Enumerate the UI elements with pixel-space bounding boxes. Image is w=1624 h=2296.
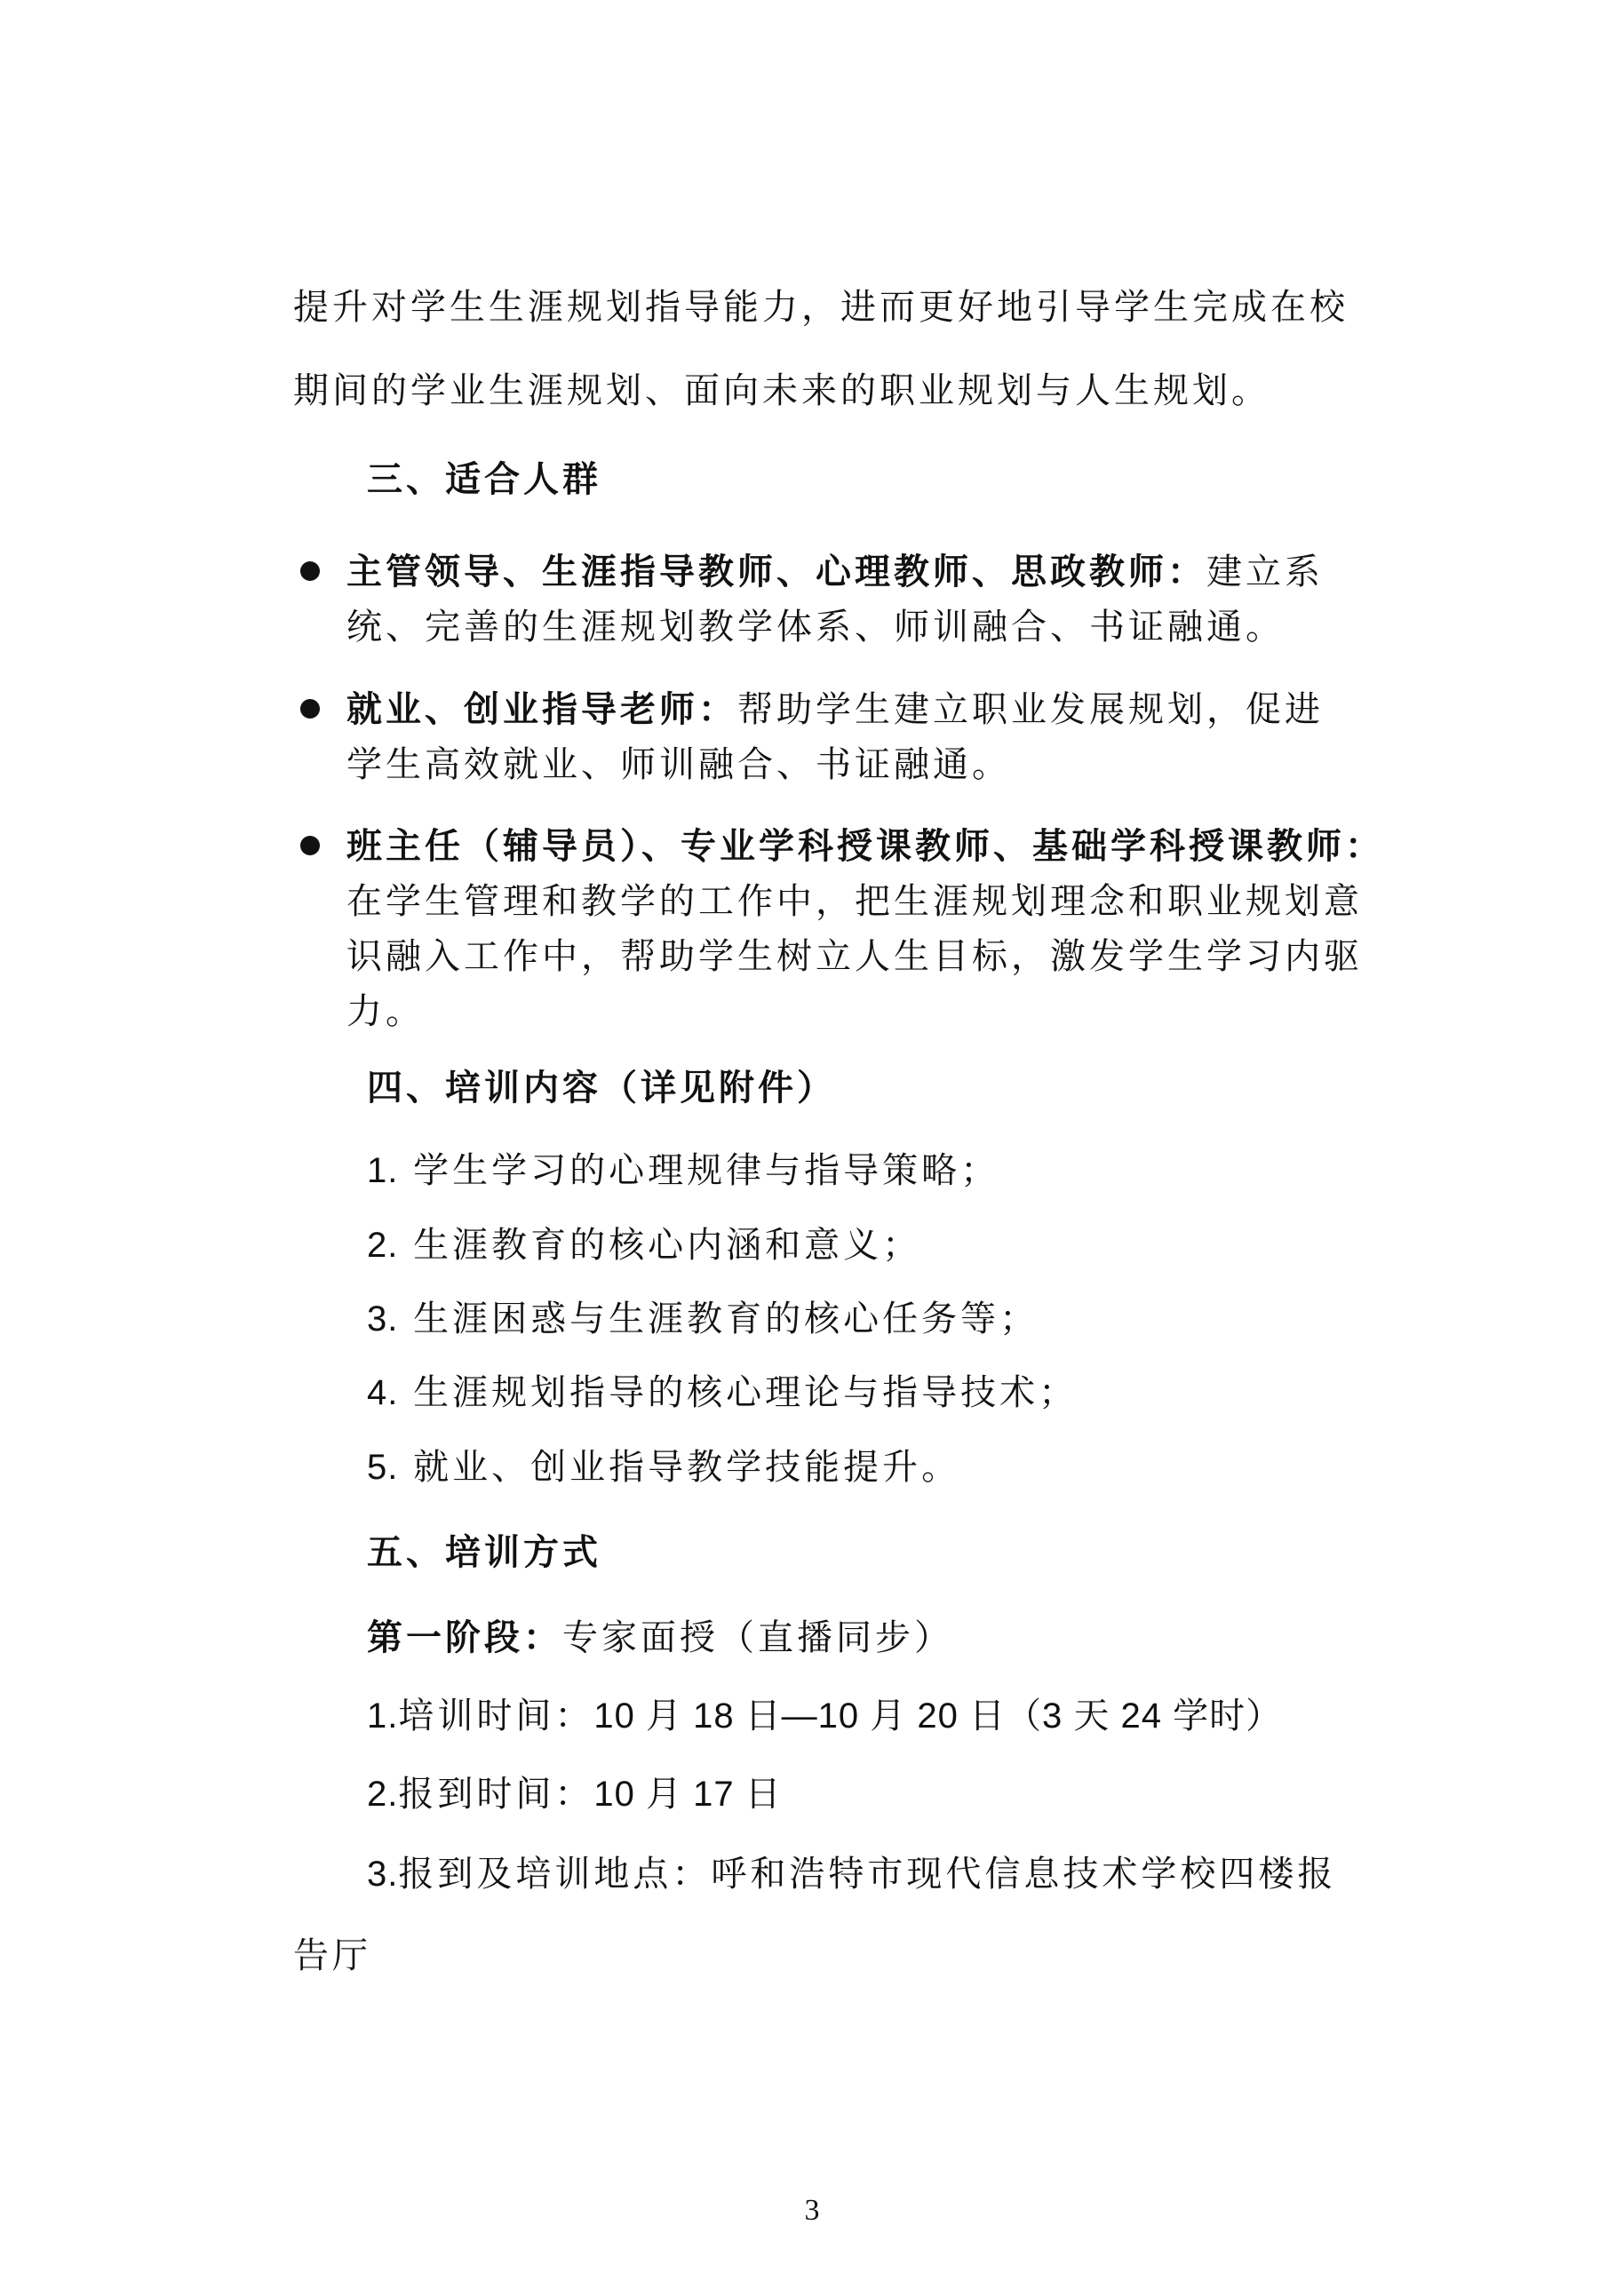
detail-3-number: 3. (367, 1855, 399, 1894)
bullet-3-text-line-2: 在学生管理和教学的工作中，把生涯规划理念和职业规划意 (346, 881, 1363, 922)
detail-1-label: 培训时间： (398, 1696, 594, 1736)
stage-1-text: 专家面授（直播同步） (562, 1617, 953, 1658)
detail-2-number: 2. (367, 1775, 399, 1814)
detail-1-value: 10 月 18 日—10 月 20 日（3 天 24 学时） (593, 1696, 1283, 1736)
content-item-2-text: 生涯教育的核心内涵和意义； (413, 1225, 922, 1266)
intro-line-2: 期间的学业生涯规划、面向未来的职业规划与人生规划。 (293, 370, 1270, 411)
detail-3-label: 报到及培训地点： (398, 1854, 712, 1895)
bullet-dot-icon (300, 836, 320, 855)
content-item-1-number: 1. (367, 1151, 399, 1190)
content-item-2 (367, 1219, 921, 1272)
bullet-3-title: 班主任（辅导员）、专业学科授课教师、基础学科授课教师： (346, 825, 1384, 867)
detail-2-label: 报到时间： (398, 1774, 594, 1815)
detail-2-value: 10 月 17 日 (593, 1775, 782, 1814)
bullet-3-text-line-3: 识融入工作中，帮助学生树立人生目标，激发学生学习内驱 (346, 936, 1363, 977)
content-item-4 (367, 1366, 1078, 1419)
detail-line-2 (367, 1768, 782, 1821)
content-item-3 (367, 1292, 1039, 1346)
bullet-1-title: 主管领导、生涯指导教师、心理教师、思政教师： (346, 551, 1206, 592)
stage-1-line (367, 1611, 953, 1664)
content-item-5-number: 5. (367, 1448, 399, 1487)
bullet-2-text-line-2: 学生高效就业、师训融合、书证融通。 (346, 744, 1011, 785)
content-item-1 (367, 1144, 999, 1197)
page-number: 3 (804, 2194, 820, 2227)
detail-1-number: 1. (367, 1696, 399, 1736)
bullet-dot-icon (300, 561, 320, 581)
bullet-1-text-line-1: 建立系 (1206, 552, 1324, 592)
bullet-1-text-line-2: 统、完善的生涯规划教学体系、师训融合、书证融通。 (346, 607, 1285, 647)
detail-line-1 (367, 1689, 1282, 1743)
section-3-heading: 三、适合人群 (367, 458, 601, 500)
content-item-3-text: 生涯困惑与生涯教育的核心任务等； (413, 1299, 1039, 1339)
content-item-5-text: 就业、创业指导教学技能提升。 (413, 1447, 961, 1488)
content-item-3-number: 3. (367, 1299, 399, 1339)
section-5-heading: 五、培训方式 (367, 1531, 601, 1573)
stage-1-label: 第一阶段： (367, 1617, 562, 1658)
content-item-4-text: 生涯规划指导的核心理论与指导技术； (413, 1372, 1079, 1413)
content-item-5 (367, 1441, 960, 1494)
bullet-dot-icon (300, 699, 320, 719)
bullet-3-text-line-4: 力。 (346, 991, 425, 1032)
section-4-heading: 四、培训内容（详见附件） (367, 1067, 836, 1108)
intro-line-1: 提升对学生生涯规划指导能力，进而更好地引导学生完成在校 (293, 287, 1349, 328)
detail-3-value: 呼和浩特市现代信息技术学校四楼报 (711, 1854, 1337, 1895)
detail-3-continuation: 告厅 (293, 1935, 371, 1976)
content-item-2-number: 2. (367, 1226, 399, 1265)
detail-line-3 (367, 1847, 1336, 1901)
bullet-2-title: 就业、创业指导老师： (346, 688, 737, 730)
bullet-2-text-line-1: 帮助学生建立职业发展规划，促进 (737, 689, 1324, 730)
content-item-1-text: 学生学习的心理规律与指导策略； (413, 1150, 1000, 1191)
content-item-4-number: 4. (367, 1373, 399, 1412)
